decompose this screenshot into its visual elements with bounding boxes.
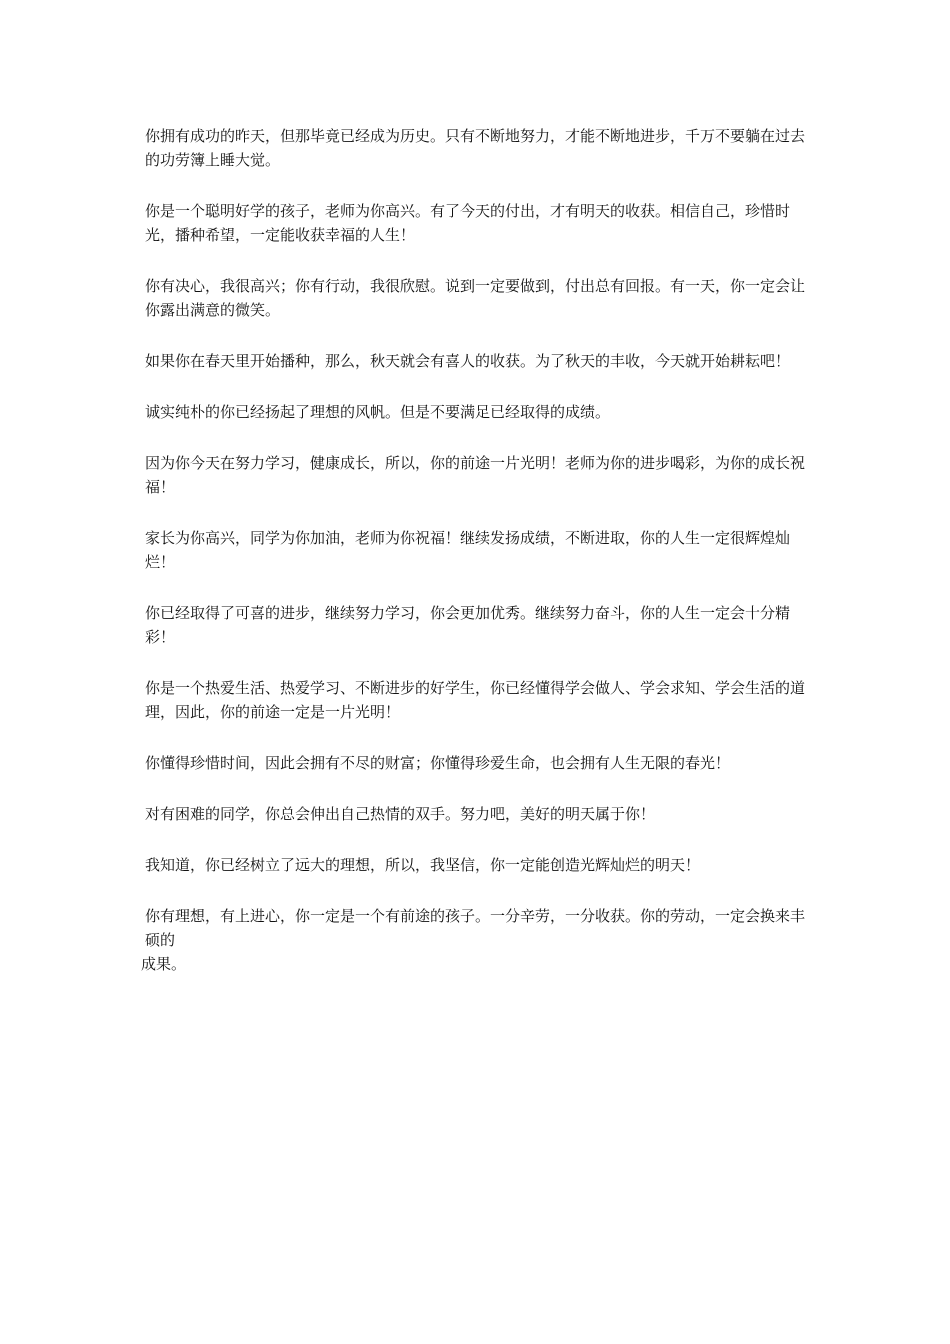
- paragraph-13: [141, 904, 810, 976]
- paragraph-1: 你拥有成功的昨天，但那毕竟已经成为历史。只有不断地努力，才能不断地进步，千万不要躺在过去的功劳簿上睡大觉。: [145, 127, 806, 169]
- paragraph-10: 你懂得珍惜时间，因此会拥有不尽的财富；你懂得珍爱生命，也会拥有人生无限的春光！: [145, 754, 731, 772]
- paragraph-11: 对有困难的同学，你总会伸出自己热情的双手。努力吧，美好的明天属于你！: [145, 805, 656, 823]
- paragraph-4: 如果你在春天里开始播种，那么，秋天就会有喜人的收获。为了秋天的丰收，今天就开始耕耘吧！: [145, 352, 791, 370]
- paragraph-7: 家长为你高兴，同学为你加油，老师为你祝福！继续发扬成绩，不断进取，你的人生一定很辉煌灿烂！: [145, 529, 791, 571]
- paragraph-2: 你是一个聪明好学的孩子，老师为你高兴。有了今天的付出，才有明天的收获。相信自己，珍惜时光，播种希望，一定能收获幸福的人生！: [145, 202, 791, 244]
- paragraph-3: 你有决心，我很高兴；你有行动，我很欣慰。说到一定要做到，付出总有回报。有一天，你一定会让你露出满意的微笑。: [145, 277, 806, 319]
- paragraph-5: 诚实纯朴的你已经扬起了理想的风帆。但是不要满足已经取得的成绩。: [145, 403, 611, 421]
- paragraph-9: 你是一个热爱生活、热爱学习、不断进步的好学生，你已经懂得学会做人、学会求知、学会生活的道理，因此，你的前途一定是一片光明！: [145, 679, 806, 721]
- paragraph-13-tail: 成果。: [141, 955, 187, 973]
- paragraph-8: 你已经取得了可喜的进步，继续努力学习，你会更加优秀。继续努力奋斗，你的人生一定会十分精彩！: [145, 604, 791, 646]
- document-body: [141, 124, 810, 976]
- paragraph-6: 因为你今天在努力学习，健康成长，所以，你的前途一片光明！老师为你的进步喝彩，为你的成长祝福！: [145, 454, 806, 496]
- paragraph-12: 我知道，你已经树立了远大的理想，所以，我坚信，你一定能创造光辉灿烂的明天！: [145, 856, 701, 874]
- paragraph-13-main: 你有理想，有上进心，你一定是一个有前途的孩子。一分辛劳，一分收获。你的劳动，一定会换来丰硕的: [145, 907, 806, 949]
